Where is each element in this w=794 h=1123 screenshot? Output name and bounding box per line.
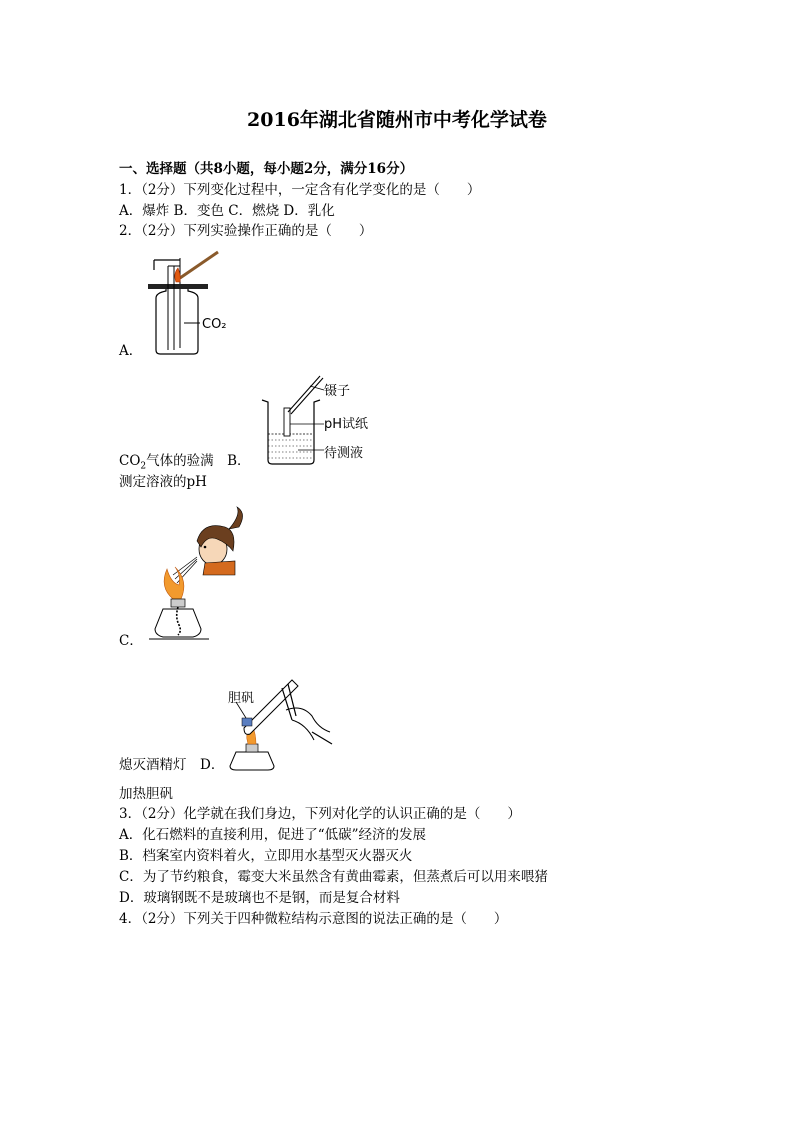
question-1-stem: 1．（2分）下列变化过程中，一定含有化学变化的是（ ） xyxy=(119,182,481,198)
figure-a-gas-bottle xyxy=(140,248,260,358)
option-d-caption: 加热胆矾 xyxy=(119,786,173,802)
figure-d-heating-test-tube xyxy=(222,670,337,775)
option-b-caption: 测定溶液的pH xyxy=(119,474,207,490)
question-4-stem: 4．（2分）下列关于四种微粒结构示意图的说法正确的是（ ） xyxy=(119,911,508,927)
question-3-stem: 3．（2分）化学就在我们身边，下列对化学的认识正确的是（ ） xyxy=(119,806,521,822)
caption-rest-text: 气体的验满 B． xyxy=(146,453,251,469)
question-3-option-d: D．玻璃钢既不是玻璃也不是钢，而是复合材料 xyxy=(119,890,400,906)
option-c-caption: 熄灭酒精灯 D． xyxy=(119,757,225,773)
option-c-letter: C． xyxy=(119,633,143,649)
figure-b-ph-test xyxy=(258,372,328,467)
figure-c-alcohol-lamp xyxy=(145,505,245,645)
caption-co-text: CO xyxy=(119,453,141,469)
question-3-option-b: B．档案室内资料着火，立即用水基型灭火器灭火 xyxy=(119,848,413,864)
figure-b-ph-paper-label: pH试纸 xyxy=(324,417,369,432)
question-1-options: A．爆炸 B．变色 C．燃烧 D．乳化 xyxy=(119,203,335,219)
figure-b-tweezers-label: 镊子 xyxy=(324,384,351,399)
exam-title: 2016年湖北省随州市中考化学试卷 xyxy=(247,109,547,131)
figure-a-co2-label: CO₂ xyxy=(202,317,227,332)
option-a-letter: A． xyxy=(119,343,143,359)
question-2-stem: 2．（2分）下列实验操作正确的是（ ） xyxy=(119,223,373,239)
figure-d-blue-vitriol-label: 胆矾 xyxy=(228,691,255,706)
figure-b-solution-label: 待测液 xyxy=(324,446,364,461)
section-heading: 一、选择题（共8小题，每小题2分，满分16分） xyxy=(119,161,414,177)
question-3-option-c: C．为了节约粮食，霉变大米虽然含有黄曲霉素，但蒸煮后可以用来喂猪 xyxy=(119,869,548,885)
question-3-option-a: A．化石燃料的直接利用，促进了“低碳”经济的发展 xyxy=(119,827,427,843)
caption-subscript: 2 xyxy=(140,461,147,472)
